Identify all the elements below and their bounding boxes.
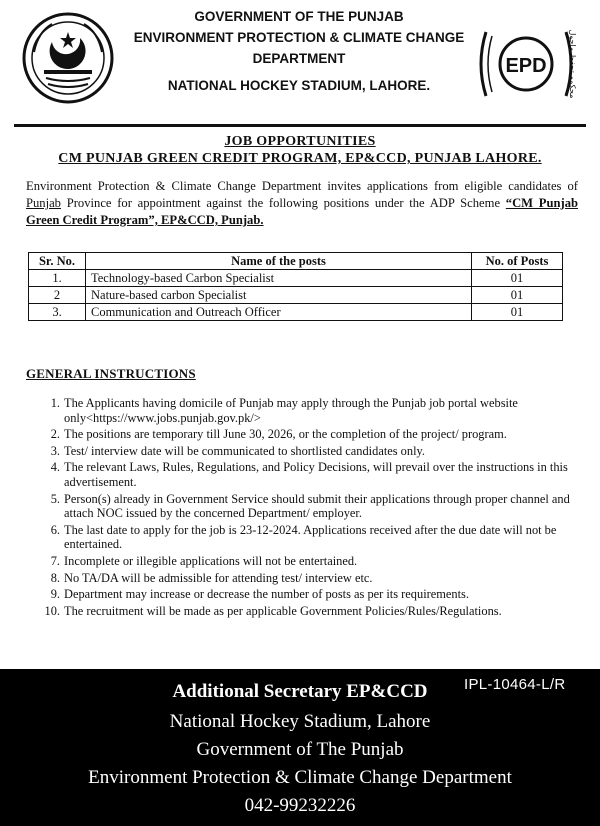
- header-line-department: DEPARTMENT: [252, 51, 346, 66]
- instructions-heading: GENERAL INSTRUCTIONS: [26, 366, 196, 381]
- list-item: [40, 460, 576, 489]
- intro-paragraph: [26, 178, 578, 229]
- list-item: [40, 554, 576, 569]
- table-row: [29, 287, 563, 304]
- cell-count: 01: [472, 304, 563, 321]
- item-text: Test/ interview date will be communicated to shortlisted candidates only.: [64, 443, 426, 458]
- item-text: The last date to apply for the job is 23-12-2024. Applications received after the due date will not be entertained.: [64, 522, 557, 552]
- item-number: 5.: [50, 491, 60, 506]
- posts-table: [28, 252, 563, 321]
- column-header-count: No. of Posts: [472, 253, 563, 270]
- table-header-row: [29, 253, 563, 270]
- epd-logo-urdu-text: محکمہ تحفظ ماحول: [568, 29, 577, 99]
- item-number: 10.: [44, 603, 60, 618]
- item-text: No TA/DA will be admissible for attending test/ interview etc.: [64, 570, 373, 585]
- table-row: [29, 270, 563, 287]
- list-item: [40, 587, 576, 602]
- header-line-department-name: ENVIRONMENT PROTECTION & CLIMATE CHANGE: [133, 30, 465, 45]
- item-text: Department may increase or decrease the number of posts as per its requirements.: [64, 587, 469, 602]
- item-text: The Applicants having domicile of Punjab may apply through the Punjab job portal website only<https://www.jobs.punjab.gov.pk/>: [64, 396, 518, 425]
- page-title: JOB OPPORTUNITIES: [224, 134, 376, 149]
- footer-address: National Hockey Stadium, Lahore: [169, 711, 431, 732]
- list-item: [40, 571, 576, 586]
- list-item: [40, 523, 576, 552]
- footer-government: Government of The Punjab: [196, 739, 404, 760]
- cell-sr: 2: [29, 287, 86, 304]
- ipl-reference: IPL-10464-L/R: [464, 676, 566, 693]
- list-item: [40, 492, 576, 521]
- item-text: The relevant Laws, Rules, Regulations, and Policy Decisions, will prevail over the instructions in this advertisement.: [64, 460, 568, 489]
- list-item: [40, 604, 576, 619]
- list-item: [40, 427, 576, 442]
- list-item: [40, 396, 576, 425]
- header: [0, 0, 600, 128]
- instructions-list: [40, 396, 576, 620]
- item-text: The positions are temporary till June 30, 2026, or the completion of the project/ program.: [64, 427, 507, 442]
- intro-scheme: “CM Punjab Green Credit Program”, EP&CCD, Punjab.: [26, 196, 578, 227]
- intro-text-2: Province for appointment against the following positions under the ADP Scheme: [60, 196, 506, 210]
- epd-logo-icon: [472, 22, 580, 106]
- cell-name: Communication and Outreach Officer: [86, 304, 472, 321]
- header-divider: [14, 124, 586, 127]
- cell-sr: 3.: [29, 304, 86, 321]
- item-number: 2.: [50, 427, 60, 442]
- header-titles: [110, 6, 488, 96]
- cell-sr: 1.: [29, 270, 86, 287]
- column-header-sr: Sr. No.: [29, 253, 86, 270]
- footer-phone: 042-99232226: [244, 795, 356, 816]
- epd-logo-text: EPD: [505, 55, 547, 77]
- item-text: Incomplete or illegible applications will not be entertained.: [64, 553, 358, 568]
- cell-count: 01: [472, 270, 563, 287]
- footer-designation: Additional Secretary EP&CCD: [172, 681, 428, 702]
- footer-department: Environment Protection & Climate Change Department: [88, 767, 512, 788]
- column-header-name: Name of the posts: [86, 253, 472, 270]
- punjab-government-emblem-icon: [22, 12, 114, 104]
- item-number: 4.: [50, 460, 60, 475]
- cell-count: 01: [472, 287, 563, 304]
- item-text: The recruitment will be made as per applicable Government Policies/Rules/Regulations.: [64, 603, 502, 618]
- intro-province: Punjab: [26, 196, 61, 210]
- cell-name: Technology-based Carbon Specialist: [86, 270, 472, 287]
- table-row: [29, 304, 563, 321]
- item-text: Person(s) already in Government Service should submit their applications through proper channel and attach NOC issued by the concerned Department/ employer.: [64, 491, 570, 521]
- header-line-address: NATIONAL HOCKEY STADIUM, LAHORE.: [167, 78, 431, 93]
- item-number: 8.: [50, 570, 60, 585]
- cell-name: Nature-based carbon Specialist: [86, 287, 472, 304]
- intro-text-1: Environment Protection & Climate Change Department invites applications from eligible candidates of: [26, 179, 578, 193]
- header-line-government: GOVERNMENT OF THE PUNJAB: [194, 9, 404, 24]
- list-item: [40, 444, 576, 459]
- item-number: 9.: [50, 587, 60, 602]
- item-number: 6.: [50, 522, 60, 537]
- item-number: 7.: [50, 553, 60, 568]
- item-number: 3.: [50, 443, 60, 458]
- program-title: CM PUNJAB GREEN CREDIT PROGRAM, EP&CCD, PUNJAB LAHORE.: [58, 151, 542, 166]
- item-number: 1.: [50, 396, 60, 410]
